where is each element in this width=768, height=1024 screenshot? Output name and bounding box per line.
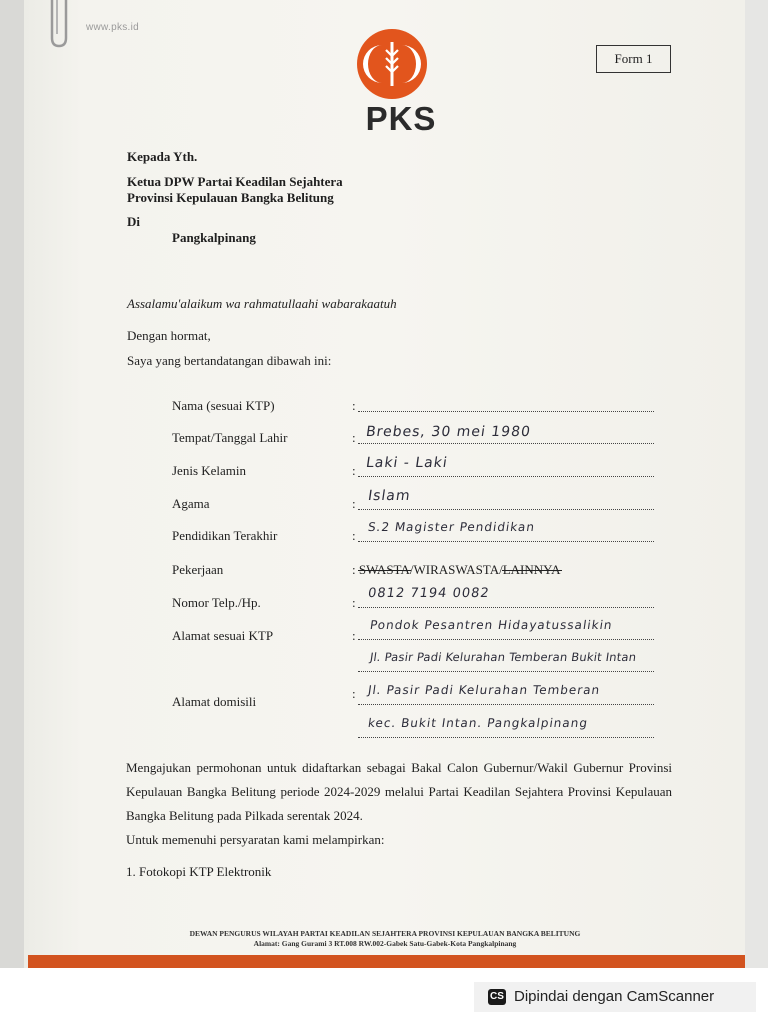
field-colon: : bbox=[352, 686, 356, 701]
opening-2: Saya yang bertandatangan dibawah ini: bbox=[127, 353, 332, 368]
field-line-alamat-domisili-2 bbox=[358, 736, 654, 738]
field-value-alamat-domisili-1: Jl. Pasir Padi Kelurahan Temberan bbox=[367, 683, 602, 697]
field-value-jk: Laki - Laki bbox=[364, 455, 449, 471]
field-value-ttl: Brebes, 30 mei 1980 bbox=[364, 424, 532, 440]
field-value-alamat-ktp-2: Jl. Pasir Padi Kelurahan Temberan Bukit Intan bbox=[369, 650, 638, 664]
field-label-alamat-ktp: Alamat sesuai KTP bbox=[172, 628, 274, 643]
page-edge-right bbox=[745, 0, 768, 968]
option-separator: / bbox=[409, 562, 414, 577]
body-paragraph: Mengajukan permohonan untuk didaftarkan sebagai Bakal Calon Gubernur/Wakil Gubernur Provinsi Kepulauan Bangka Belitung periode 2024-2029 melalui Partai Keadilan Sejahtera Provinsi Kepulauan Bangka Belitung pada Pilkada serentak 2024. bbox=[126, 760, 672, 823]
field-value-alamat-domisili-2: kec. Bukit Intan. Pangkalpinang bbox=[367, 716, 590, 730]
field-value-agama: Islam bbox=[366, 488, 412, 504]
paper-clip-icon bbox=[42, 0, 74, 48]
field-value-pekerjaan: : SWASTA/WIRASWASTA/LAINNYA bbox=[352, 562, 561, 577]
footer-color-bar bbox=[28, 955, 745, 968]
recipient-di: Di bbox=[127, 214, 140, 229]
field-label-alamat-domisili: Alamat domisili bbox=[172, 694, 257, 709]
field-line-pendidikan bbox=[358, 540, 654, 542]
field-line-telp bbox=[358, 606, 654, 608]
field-line-nama bbox=[358, 410, 654, 412]
greeting: Assalamu'alaikum wa rahmatullaahi wabarakaatuh bbox=[127, 296, 397, 311]
pks-logo-icon bbox=[356, 28, 428, 100]
field-value-alamat-ktp-1: Pondok Pesantren Hidayatussalikin bbox=[369, 618, 614, 632]
field-colon: : bbox=[352, 595, 356, 610]
field-label-pekerjaan: Pekerjaan bbox=[172, 562, 224, 577]
camscanner-text: Dipindai dengan CamScanner bbox=[514, 988, 715, 1005]
opening-1: Dengan hormat, bbox=[127, 328, 211, 343]
field-label-ttl: Tempat/Tanggal Lahir bbox=[172, 430, 288, 445]
field-label-telp: Nomor Telp./Hp. bbox=[172, 595, 261, 610]
field-line-alamat-ktp-2 bbox=[358, 670, 654, 672]
footer-organization: DEWAN PENGURUS WILAYAH PARTAI KEADILAN SEJAHTERA PROVINSI KEPULAUAN BANGKA BELITUNG bbox=[189, 929, 581, 938]
field-colon: : bbox=[352, 628, 356, 643]
field-line-jk bbox=[358, 475, 654, 477]
field-label-jk: Jenis Kelamin bbox=[172, 463, 247, 478]
body-paragraph-2: Untuk memenuhi persyaratan kami melampirkan: bbox=[126, 832, 385, 847]
page-edge-left bbox=[0, 0, 24, 968]
option-lainnya: LAINNYA bbox=[502, 562, 561, 577]
field-colon: : bbox=[352, 463, 356, 478]
field-colon: : bbox=[352, 528, 356, 543]
field-line-alamat-ktp-1 bbox=[358, 638, 654, 640]
option-separator: / bbox=[499, 562, 503, 577]
option-swasta: SWASTA bbox=[358, 562, 410, 577]
field-line-ttl bbox=[358, 442, 654, 444]
field-line-agama bbox=[358, 508, 654, 510]
option-wiraswasta: WIRASWASTA bbox=[413, 562, 500, 577]
footer-address: Alamat: Gang Gurami 3 RT.008 RW.002-Gabek Satu-Gabek-Kota Pangkalpinang bbox=[253, 939, 517, 948]
field-value-pendidikan: S.2 Magister Pendidikan bbox=[367, 520, 537, 534]
recipient-city: Pangkalpinang bbox=[172, 230, 256, 245]
pks-logo-text: PKS bbox=[365, 100, 437, 137]
website-url: www.pks.id bbox=[86, 22, 140, 33]
recipient-line-1: Ketua DPW Partai Keadilan Sejahtera bbox=[127, 174, 343, 189]
field-label-nama: Nama (sesuai KTP) bbox=[172, 398, 275, 413]
attachment-item-1: 1. Fotokopi KTP Elektronik bbox=[126, 864, 272, 879]
field-line-alamat-domisili-1 bbox=[358, 703, 654, 705]
recipient-salutation: Kepada Yth. bbox=[127, 149, 198, 164]
form-number-box: Form 1 bbox=[596, 45, 671, 73]
field-label-agama: Agama bbox=[172, 496, 210, 511]
field-value-telp: 0812 7194 0082 bbox=[366, 586, 491, 601]
field-colon: : bbox=[352, 430, 356, 445]
field-colon: : bbox=[352, 496, 356, 511]
camscanner-icon: CS bbox=[488, 989, 506, 1005]
field-colon: : bbox=[352, 398, 356, 413]
recipient-line-2: Provinsi Kepulauan Bangka Belitung bbox=[127, 190, 334, 205]
field-label-pendidikan: Pendidikan Terakhir bbox=[172, 528, 278, 543]
